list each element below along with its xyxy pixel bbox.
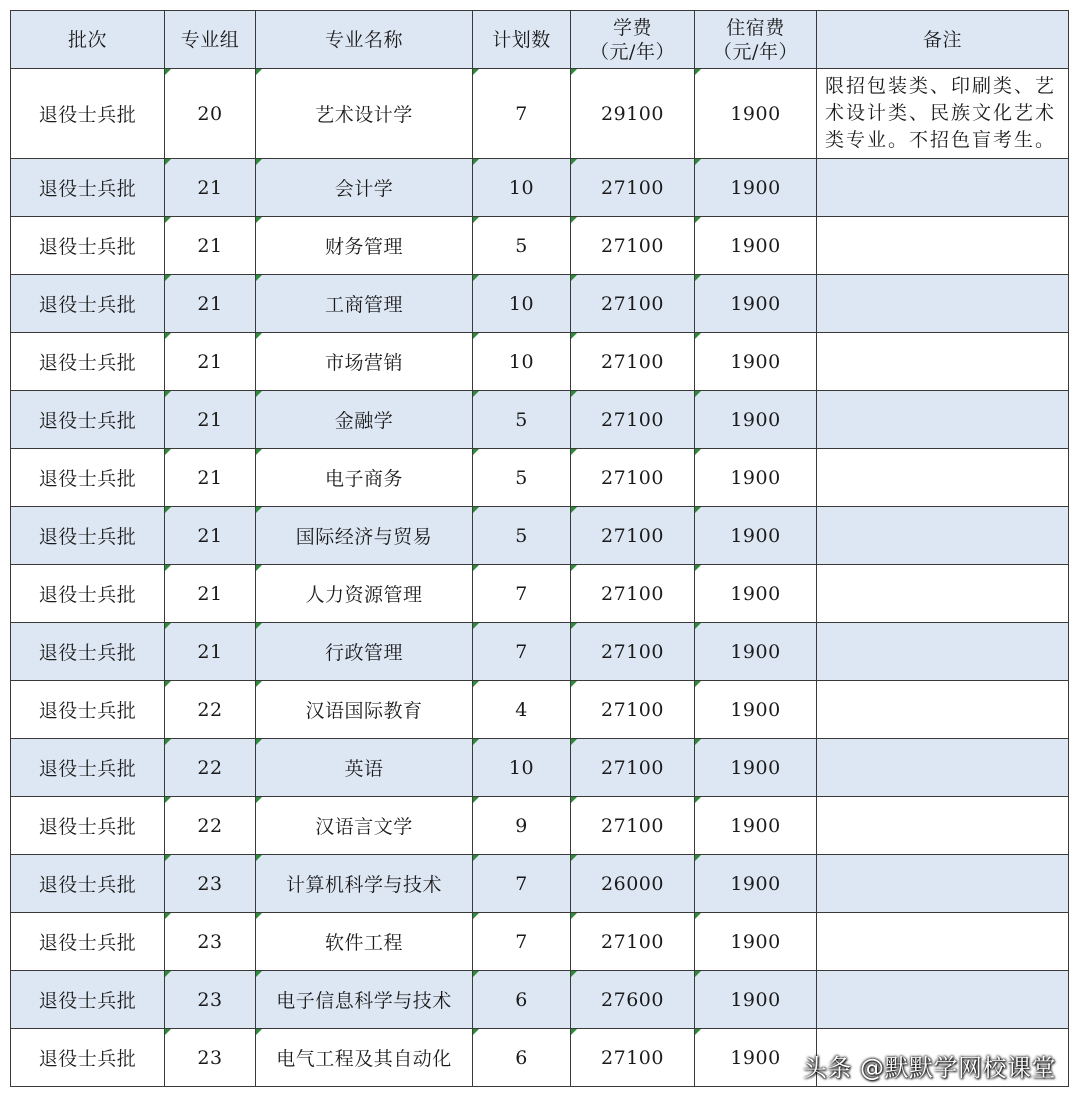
cell-major: 人力资源管理: [256, 565, 473, 623]
cell-group: 21: [165, 275, 256, 333]
table-row: [11, 681, 1069, 739]
cell-plan: 5: [473, 449, 571, 507]
cell-remark: [817, 275, 1069, 333]
cell-lodging: 1900: [695, 217, 817, 275]
cell-batch: 退役士兵批: [11, 565, 165, 623]
cell-batch: 退役士兵批: [11, 913, 165, 971]
cell-group: 22: [165, 681, 256, 739]
cell-tuition: 26000: [571, 855, 695, 913]
header-tuition: [571, 11, 695, 69]
table-row: [11, 565, 1069, 623]
watermark: 头条 @默默学网校课堂: [802, 1054, 1056, 1082]
cell-major: 英语: [256, 739, 473, 797]
cell-remark: [817, 855, 1069, 913]
cell-tuition: 27100: [571, 449, 695, 507]
cell-batch: 退役士兵批: [11, 333, 165, 391]
cell-batch: 退役士兵批: [11, 391, 165, 449]
header-row: [11, 11, 1069, 69]
cell-tuition: 27100: [571, 1029, 695, 1087]
table-row: [11, 623, 1069, 681]
table-row: [11, 797, 1069, 855]
cell-batch: 退役士兵批: [11, 69, 165, 159]
cell-lodging: 1900: [695, 159, 817, 217]
cell-plan: 10: [473, 275, 571, 333]
cell-major: 艺术设计学: [256, 69, 473, 159]
cell-tuition: 27100: [571, 739, 695, 797]
cell-tuition: 27100: [571, 217, 695, 275]
header-remark: 备注: [817, 11, 1069, 69]
cell-plan: 7: [473, 623, 571, 681]
header-plan: 计划数: [473, 11, 571, 69]
header-lodging: [695, 11, 817, 69]
cell-major: 汉语言文学: [256, 797, 473, 855]
cell-major: 市场营销: [256, 333, 473, 391]
cell-tuition: 27100: [571, 623, 695, 681]
header-group: 专业组: [165, 11, 256, 69]
cell-major: 工商管理: [256, 275, 473, 333]
cell-group: 23: [165, 971, 256, 1029]
cell-plan: 6: [473, 971, 571, 1029]
cell-major: 电子信息科学与技术: [256, 971, 473, 1029]
cell-tuition: 27100: [571, 159, 695, 217]
cell-plan: 5: [473, 391, 571, 449]
table-row: [11, 275, 1069, 333]
cell-plan: 4: [473, 681, 571, 739]
cell-lodging: 1900: [695, 971, 817, 1029]
header-tuition-unit: （元/年）: [590, 40, 675, 63]
cell-remark: [817, 391, 1069, 449]
cell-remark: 限招包装类、印刷类、艺术设计类、民族文化艺术类专业。不招色盲考生。: [817, 69, 1069, 159]
cell-major: 计算机科学与技术: [256, 855, 473, 913]
cell-lodging: 1900: [695, 623, 817, 681]
cell-remark: [817, 159, 1069, 217]
cell-lodging: 1900: [695, 69, 817, 159]
cell-major: 行政管理: [256, 623, 473, 681]
cell-tuition: 27100: [571, 681, 695, 739]
cell-lodging: 1900: [695, 855, 817, 913]
cell-major: 会计学: [256, 159, 473, 217]
cell-remark: [817, 797, 1069, 855]
table-row: [11, 971, 1069, 1029]
cell-remark: [817, 449, 1069, 507]
cell-group: 21: [165, 623, 256, 681]
table-row: [11, 449, 1069, 507]
cell-group: 21: [165, 507, 256, 565]
cell-plan: 9: [473, 797, 571, 855]
cell-lodging: 1900: [695, 913, 817, 971]
cell-group: 22: [165, 739, 256, 797]
cell-batch: 退役士兵批: [11, 797, 165, 855]
header-major: 专业名称: [256, 11, 473, 69]
header-lodging-unit: （元/年）: [713, 40, 798, 63]
cell-group: 21: [165, 449, 256, 507]
cell-tuition: 27100: [571, 565, 695, 623]
cell-major: 国际经济与贸易: [256, 507, 473, 565]
cell-group: 21: [165, 391, 256, 449]
cell-major: 电子商务: [256, 449, 473, 507]
cell-remark: [817, 507, 1069, 565]
cell-lodging: 1900: [695, 507, 817, 565]
cell-lodging: 1900: [695, 681, 817, 739]
cell-plan: 6: [473, 1029, 571, 1087]
cell-batch: 退役士兵批: [11, 739, 165, 797]
cell-group: 23: [165, 1029, 256, 1087]
cell-batch: 退役士兵批: [11, 971, 165, 1029]
table-header: [11, 11, 1069, 69]
cell-tuition: 27100: [571, 797, 695, 855]
cell-remark: [817, 217, 1069, 275]
cell-group: 21: [165, 333, 256, 391]
cell-tuition: 27600: [571, 971, 695, 1029]
cell-batch: 退役士兵批: [11, 275, 165, 333]
cell-plan: 7: [473, 565, 571, 623]
cell-tuition: 27100: [571, 275, 695, 333]
cell-batch: 退役士兵批: [11, 623, 165, 681]
cell-tuition: 27100: [571, 333, 695, 391]
table-row: [11, 159, 1069, 217]
cell-remark: [817, 623, 1069, 681]
table-row: [11, 855, 1069, 913]
cell-plan: 10: [473, 159, 571, 217]
cell-group: 21: [165, 565, 256, 623]
cell-remark: [817, 739, 1069, 797]
cell-batch: 退役士兵批: [11, 1029, 165, 1087]
cell-group: 23: [165, 913, 256, 971]
admission-plan-table: [10, 10, 1069, 1087]
cell-lodging: 1900: [695, 275, 817, 333]
cell-lodging: 1900: [695, 739, 817, 797]
table-row: [11, 217, 1069, 275]
cell-plan: 7: [473, 69, 571, 159]
cell-major: 电气工程及其自动化: [256, 1029, 473, 1087]
cell-plan: 10: [473, 333, 571, 391]
cell-major: 汉语国际教育: [256, 681, 473, 739]
cell-tuition: 27100: [571, 913, 695, 971]
cell-tuition: 29100: [571, 69, 695, 159]
cell-major: 财务管理: [256, 217, 473, 275]
cell-remark: [817, 333, 1069, 391]
cell-batch: 退役士兵批: [11, 449, 165, 507]
cell-plan: 10: [473, 739, 571, 797]
cell-plan: 7: [473, 855, 571, 913]
cell-batch: 退役士兵批: [11, 855, 165, 913]
header-lodging-label: 住宿费: [726, 16, 785, 39]
cell-batch: 退役士兵批: [11, 507, 165, 565]
cell-group: 21: [165, 159, 256, 217]
cell-remark: [817, 565, 1069, 623]
table-row: [11, 333, 1069, 391]
table-body: [11, 69, 1069, 1087]
cell-plan: 5: [473, 507, 571, 565]
cell-plan: 5: [473, 217, 571, 275]
cell-lodging: 1900: [695, 391, 817, 449]
cell-lodging: 1900: [695, 449, 817, 507]
cell-lodging: 1900: [695, 797, 817, 855]
table-row: [11, 507, 1069, 565]
cell-lodging: 1900: [695, 565, 817, 623]
cell-lodging: 1900: [695, 333, 817, 391]
header-tuition-label: 学费: [612, 16, 652, 39]
cell-group: 20: [165, 69, 256, 159]
cell-tuition: 27100: [571, 391, 695, 449]
cell-major: 金融学: [256, 391, 473, 449]
header-batch: 批次: [11, 11, 165, 69]
cell-plan: 7: [473, 913, 571, 971]
cell-tuition: 27100: [571, 507, 695, 565]
cell-batch: 退役士兵批: [11, 159, 165, 217]
table-row: [11, 69, 1069, 159]
cell-group: 22: [165, 797, 256, 855]
table-row: [11, 913, 1069, 971]
cell-lodging: 1900: [695, 1029, 817, 1087]
cell-remark: [817, 971, 1069, 1029]
table-row: [11, 391, 1069, 449]
cell-batch: 退役士兵批: [11, 217, 165, 275]
cell-major: 软件工程: [256, 913, 473, 971]
cell-group: 23: [165, 855, 256, 913]
cell-group: 21: [165, 217, 256, 275]
cell-remark: [817, 913, 1069, 971]
cell-batch: 退役士兵批: [11, 681, 165, 739]
table-row: [11, 739, 1069, 797]
cell-remark: [817, 681, 1069, 739]
